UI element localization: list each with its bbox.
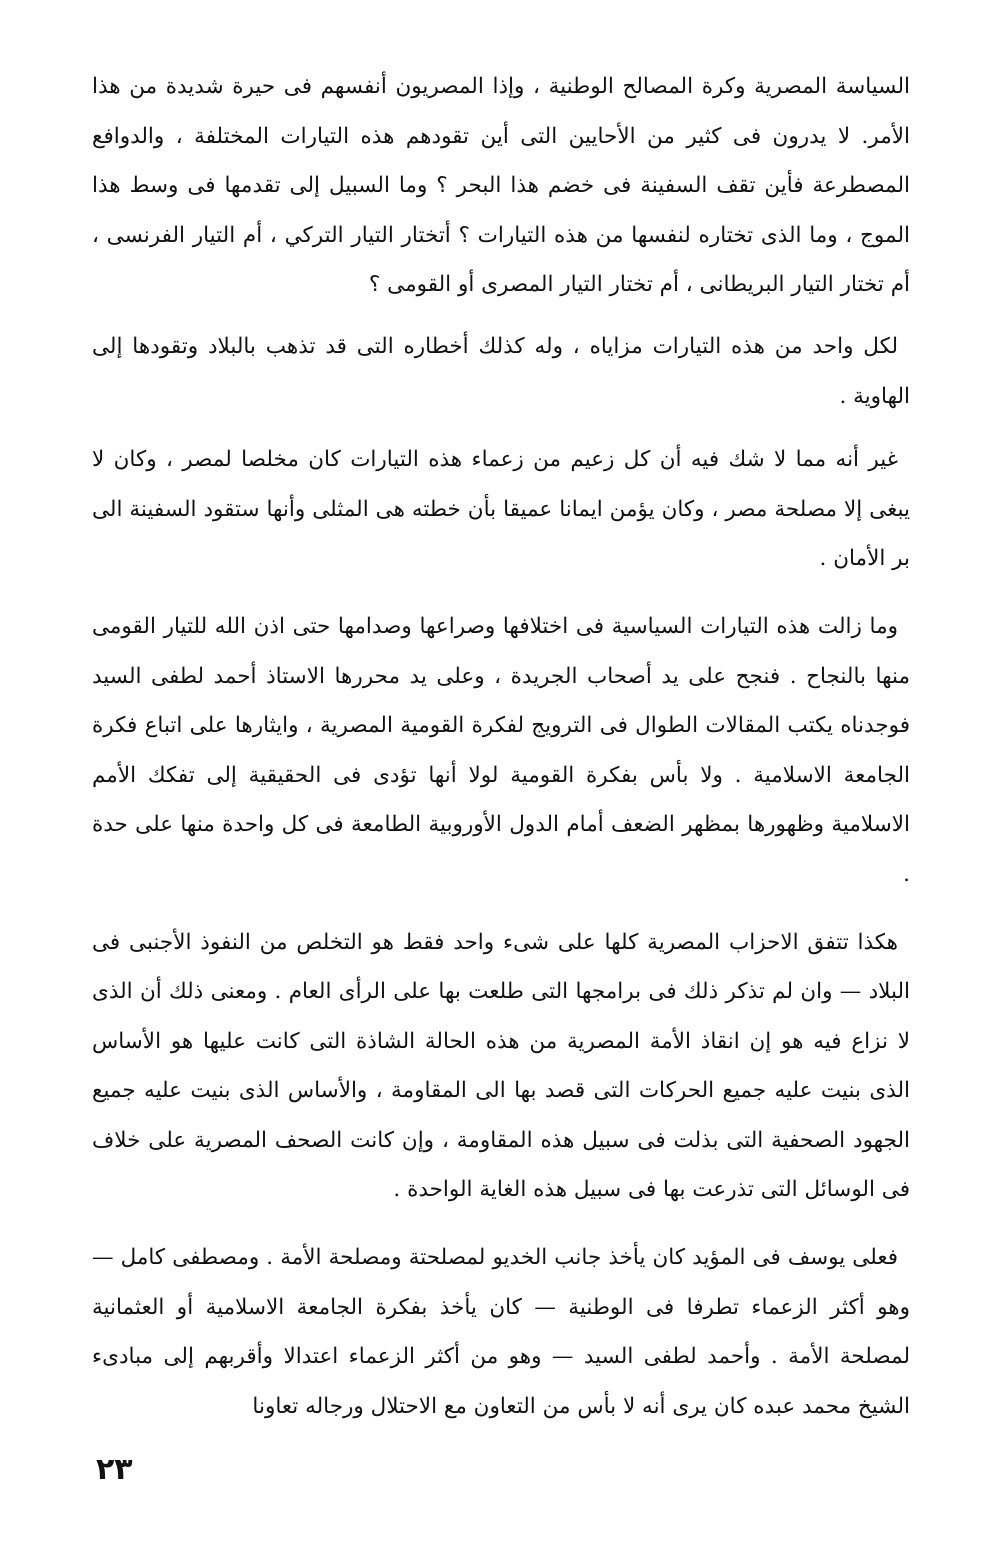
body-text	[92, 62, 910, 1447]
paragraph-1: السياسة المصرية وكرة المصالح الوطنية ، وإذا المصريون أنفسهم فى حيرة شديدة من هذا الأمر. لا يدرون فى كثير من الأحايين التى أين تقودهم هذه التيارات المختلفة ، والدوافع المصطرعة فأين تقف السفينة فى خضم هذا البحر ؟ وما السبيل إلى تقدمها فى وسط هذا الموج ، وما الذى تختاره لنفسها من هذه التيارات ؟ أتختار التيار التركي ، أم التيار الفرنسى ، أم تختار التيار البريطانى ، أم تختار التيار المصرى أو القومى ؟	[92, 74, 910, 298]
paragraph-2: لكل واحد من هذه التيارات مزاياه ، وله كذلك أخطاره التى قد تذهب بالبلاد وتقودها إلى الهاوية .	[92, 333, 910, 409]
paragraph-5: هكذا تتفق الاحزاب المصرية كلها على شىء واحد فقط هو التخلص من النفوذ الأجنبى فى البلاد — وان لم تذكر ذلك فى برامجها التى طلعت بها على الرأى العام . ومعنى ذلك أن الذى لا نزاع فيه هو إن انقاذ الأمة المصرية من هذه الحالة الشاذة التى كانت عليها هو الأساس الذى بنيت عليه جميع الحركات التى قصد بها الى المقاومة ، والأساس الذى بنيت عليه جميع الجهود الصحفية التى بذلت فى سبيل هذه المقاومة ، وإن كانت الصحف المصرية على خلاف فى الوسائل التى تذرعت بها فى سبيل هذه الغاية الواحدة .	[92, 929, 910, 1203]
paragraph-4: وما زالت هذه التيارات السياسية فى اختلافها وصراعها وصدامها حتى اذن الله للتيار القومى منها بالنجاح . فنجح على يد أصحاب الجريدة ، وعلى يد محررها الاستاذ أحمد لطفى السيد فوجدناه يكتب المقالات الطوال فى الترويج لفكرة القومية المصرية ، وايثارها على اتباع فكرة الجامعة الاسلامية . ولا بأس بفكرة القومية لولا أنها تؤدى فى الحقيقية إلى تفكك الأمم الاسلامية وظهورها بمظهر الضعف أمام الدول الأوروبية الطامعة فى كل واحدة منها على حدة .	[92, 613, 910, 887]
page-number: ٢٣	[96, 1452, 133, 1487]
paragraph-3: غير أنه مما لا شك فيه أن كل زعيم من زعماء هذه التيارات كان مخلصا لمصر ، وكان لا يبغى إلا مصلحة مصر ، وكان يؤمن ايمانا عميقا بأن خطته هى المثلى وأنها ستقود السفينة الى بر الأمان .	[92, 447, 910, 572]
paragraph-6: فعلى يوسف فى المؤيد كان يأخذ جانب الخديو لمصلحتة ومصلحة الأمة . ومصطفى كامل — وهو أكثر الزعماء تطرفا فى الوطنية — كان يأخذ بفكرة الجامعة الاسلامية أو العثمانية لمصلحة الأمة . وأحمد لطفى السيد — وهو من أكثر الزعماء اعتدالا وأقربهم إلى مبادىء الشيخ محمد عبده كان يرى أنه لا بأس من التعاون مع الاحتلال ورجاله تعاونا	[92, 1245, 910, 1419]
